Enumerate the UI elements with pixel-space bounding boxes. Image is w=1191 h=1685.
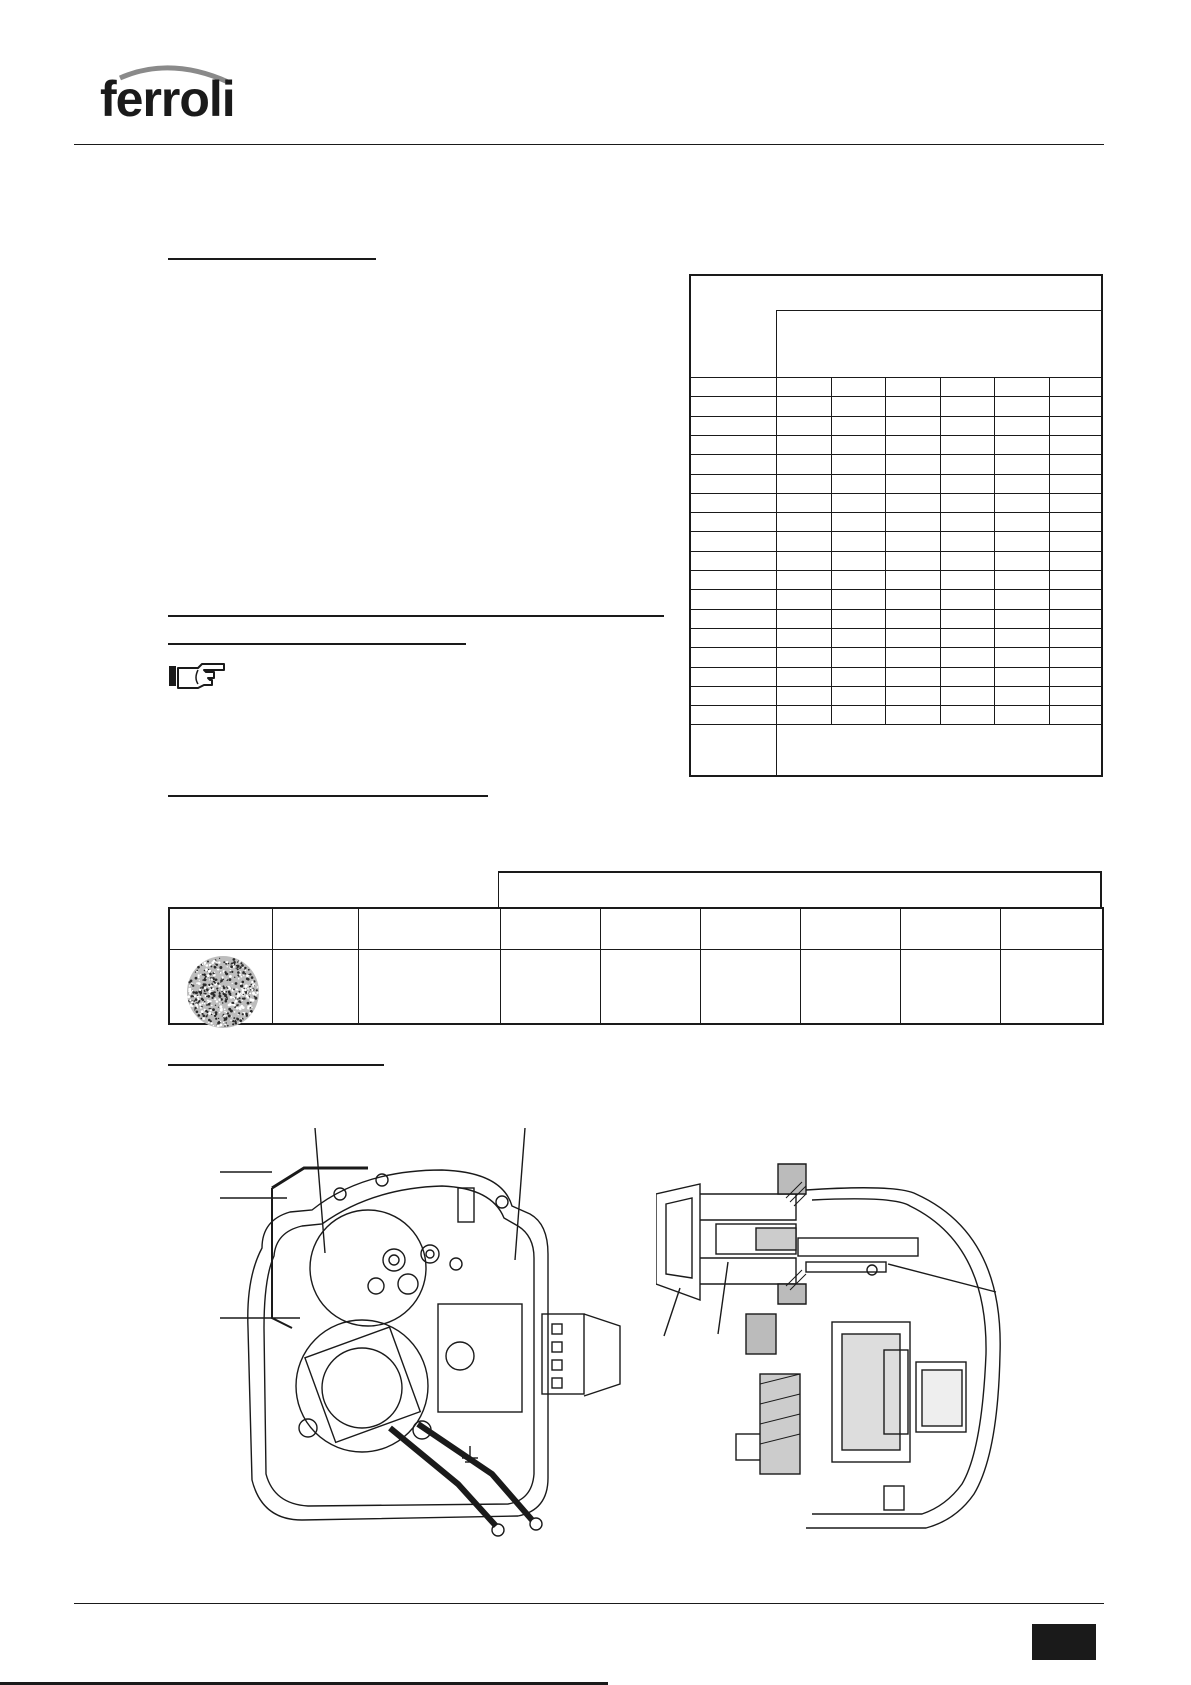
right-table-row-line — [691, 493, 1103, 494]
bottom-table-col-line — [272, 909, 273, 1023]
right-table-row-line — [691, 628, 1103, 629]
burner-front-view-drawing — [212, 1128, 632, 1548]
right-table-col-line — [885, 377, 886, 724]
right-table-row-line — [691, 667, 1103, 668]
bottom-table-col-line — [600, 909, 601, 1023]
right-table-subheader-line — [776, 310, 1103, 311]
section-divider-2 — [168, 615, 664, 617]
bottom-table-col-line — [358, 909, 359, 1023]
right-table-row-line — [691, 724, 1103, 725]
right-table-row-line — [691, 609, 1103, 610]
bottom-table-col-line — [1000, 909, 1001, 1023]
bottom-table-col-line — [800, 909, 801, 1023]
right-table-col-line — [994, 377, 995, 724]
fuel-sample-swatch — [184, 953, 262, 1031]
right-table-row-line — [691, 647, 1103, 648]
ferroli-logo — [100, 71, 235, 127]
right-table-row-line — [691, 551, 1103, 552]
burner-section-view-drawing — [656, 1154, 1008, 1546]
right-table-row-line — [691, 454, 1103, 455]
right-table-row-line — [691, 570, 1103, 571]
right-table-row-line — [691, 705, 1103, 706]
right-table-row-line — [691, 416, 1103, 417]
pointing-hand-icon — [168, 660, 226, 690]
bottom-table-group-header — [498, 871, 1102, 907]
right-table-row-line — [691, 377, 1103, 378]
section-underline-4 — [168, 1064, 384, 1066]
right-table-row-line — [691, 686, 1103, 687]
section-underline-1 — [168, 258, 376, 260]
bottom-table — [168, 871, 1104, 1025]
section-underline-3 — [168, 795, 488, 797]
bottom-table-col-line — [500, 909, 501, 1023]
right-table-grid — [691, 377, 1103, 726]
right-table-col-line — [831, 377, 832, 724]
brand-name: ferroli — [100, 71, 235, 127]
right-table-row-line — [691, 589, 1103, 590]
right-table-row-line — [691, 531, 1103, 532]
page-number — [1032, 1624, 1096, 1660]
right-table-col-line — [940, 377, 941, 724]
right-table-row-line — [691, 474, 1103, 475]
right-table-row-line — [691, 396, 1103, 397]
bottom-table-col-line — [900, 909, 901, 1023]
bottom-table-col-line — [700, 909, 701, 1023]
footer-rule — [74, 1603, 1104, 1604]
header-rule — [74, 144, 1104, 145]
right-table-col-line — [1049, 377, 1050, 724]
right-table-row-line — [691, 512, 1103, 513]
section-underline-2 — [168, 643, 466, 645]
leader-line — [515, 1128, 525, 1260]
bottom-table-header-line — [170, 949, 1102, 950]
bottom-table-grid — [168, 907, 1104, 1025]
right-table-row-line — [691, 435, 1103, 436]
right-table — [689, 274, 1103, 777]
